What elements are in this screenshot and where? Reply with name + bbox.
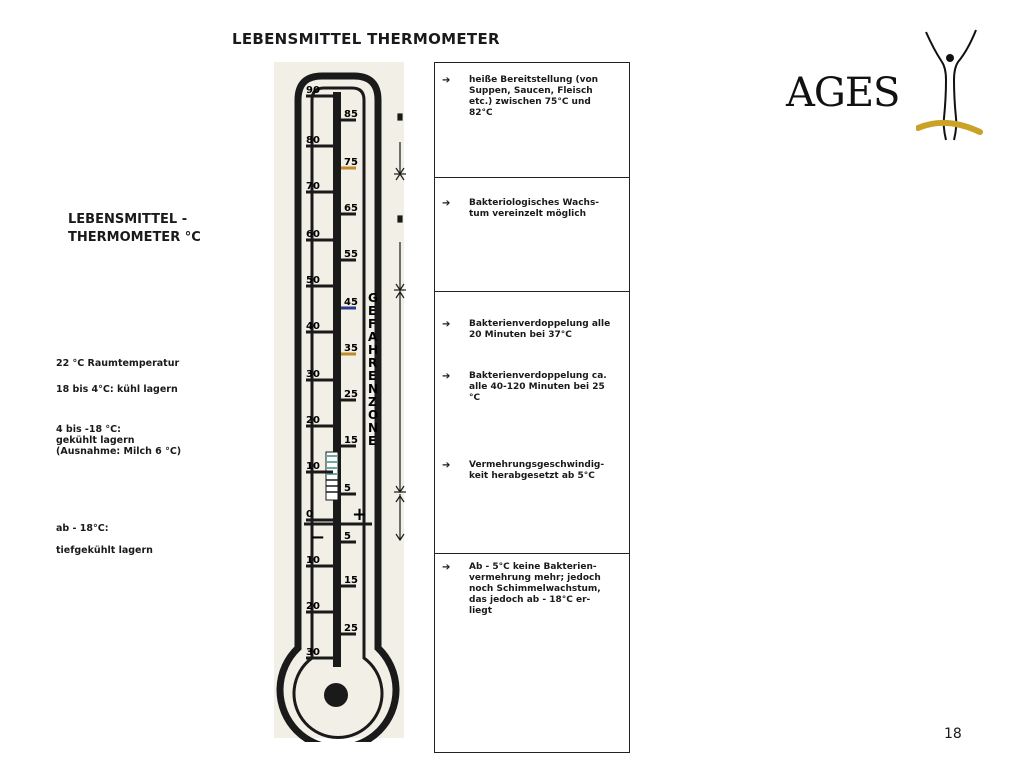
scale-label-right: 5 <box>344 483 351 494</box>
legend-cool-storage: 18 bis 4°C: kühl lagern <box>56 384 178 395</box>
danger-zone-letter: O <box>368 408 379 422</box>
scale-label-right: 15 <box>344 575 358 586</box>
scale-label-left: 70 <box>306 181 320 192</box>
note-box-hot: ➔ heiße Bereitstellung (von Suppen, Saucen, Fleisch etc.) zwischen 75°C und 82°C <box>434 62 630 178</box>
ages-logo <box>786 28 986 143</box>
scale-label-left: 10 <box>306 555 320 566</box>
scale-label-right: 15 <box>344 435 358 446</box>
scale-label-right: 35 <box>344 343 358 354</box>
scale-label-left: 40 <box>306 321 320 332</box>
arrow-icon: ➔ <box>442 460 451 471</box>
legend-frozen-storage: tiefgekühlt lagern <box>56 545 153 556</box>
note-box-cold: ➔ Ab - 5°C keine Bakterien- vermehrung mehr; jedoch noch Schimmelwachstum, das jedoch ab - 18°C er- liegt <box>434 553 630 753</box>
logo-figure-icon <box>916 28 986 143</box>
arrow-icon: ➔ <box>442 75 451 86</box>
arrow-icon: ➔ <box>442 371 451 382</box>
arrow-icon: ➔ <box>442 562 451 573</box>
scale-label-right: 25 <box>344 389 358 400</box>
scale-label-left: 30 <box>306 647 320 658</box>
thermometer-bulb <box>324 683 348 707</box>
arrow-icon: ➔ <box>442 198 451 209</box>
danger-zone-letter: N <box>368 421 379 435</box>
note-box-warm: ➔ Bakteriologisches Wachs- tum vereinzelt möglich <box>434 177 630 292</box>
danger-zone-letter: H <box>368 343 379 357</box>
cool-zone-hatch <box>326 452 338 500</box>
scale-label-right: 25 <box>344 623 358 634</box>
scale-label-right: 5 <box>344 531 351 542</box>
danger-zone-letter: Z <box>368 395 377 409</box>
minus-sign: − <box>310 527 326 548</box>
scale-label-right: 55 <box>344 249 358 260</box>
scale-label-right: 65 <box>344 203 358 214</box>
scale-label-right: 45 <box>344 297 358 308</box>
danger-zone-letter: N <box>368 382 379 396</box>
note-box-danger: ➔ Bakterienverdoppelung alle 20 Minuten bei 37°C ➔ Bakterienverdoppelung ca. alle 40-120 Minuten bei 25 °C ➔ Vermehrungsgeschwindig- keit herabgesetzt ab 5°C <box>434 291 630 554</box>
plus-sign: + <box>352 504 368 525</box>
danger-zone-letter: A <box>368 330 378 344</box>
scale-label-left: 20 <box>306 415 320 426</box>
legend-below-minus-18: ab - 18°C: <box>56 523 109 534</box>
danger-zone-letter: R <box>368 356 378 370</box>
scale-label-left: 60 <box>306 229 320 240</box>
danger-zone-letter: G <box>368 291 378 305</box>
scale-label-left: 50 <box>306 275 320 286</box>
scale-label-right: 75 <box>344 157 358 168</box>
thermometer-heading: LEBENSMITTEL - THERMOMETER °C <box>68 212 201 245</box>
thermometer-capillary <box>333 92 341 667</box>
arrow-icon: ➔ <box>442 319 451 330</box>
danger-zone-letter: E <box>368 369 377 383</box>
slide-title: LEBENSMITTEL THERMOMETER <box>232 30 500 48</box>
scale-label-left: 10 <box>306 461 320 472</box>
scale-label-left: 30 <box>306 369 320 380</box>
page-number: 18 <box>944 726 962 742</box>
danger-zone-letter: E <box>368 304 377 318</box>
scale-label-right: 85 <box>344 109 358 120</box>
legend-room-temperature: 22 °C Raumtemperatur <box>56 358 180 369</box>
danger-zone-letter: F <box>368 317 377 331</box>
scale-label-left: 80 <box>306 135 320 146</box>
scale-label-left: 0 <box>306 509 313 520</box>
scale-label-left: 20 <box>306 601 320 612</box>
thermometer-illustration <box>270 62 420 742</box>
scale-label-left: 90 <box>306 85 320 96</box>
danger-zone-letter: E <box>368 434 377 448</box>
logo-swoosh <box>918 123 980 132</box>
legend-chilled-storage: 4 bis -18 °C: gekühlt lagern (Ausnahme: Milch 6 °C) <box>56 424 182 457</box>
logo-text: AGES <box>786 70 900 116</box>
